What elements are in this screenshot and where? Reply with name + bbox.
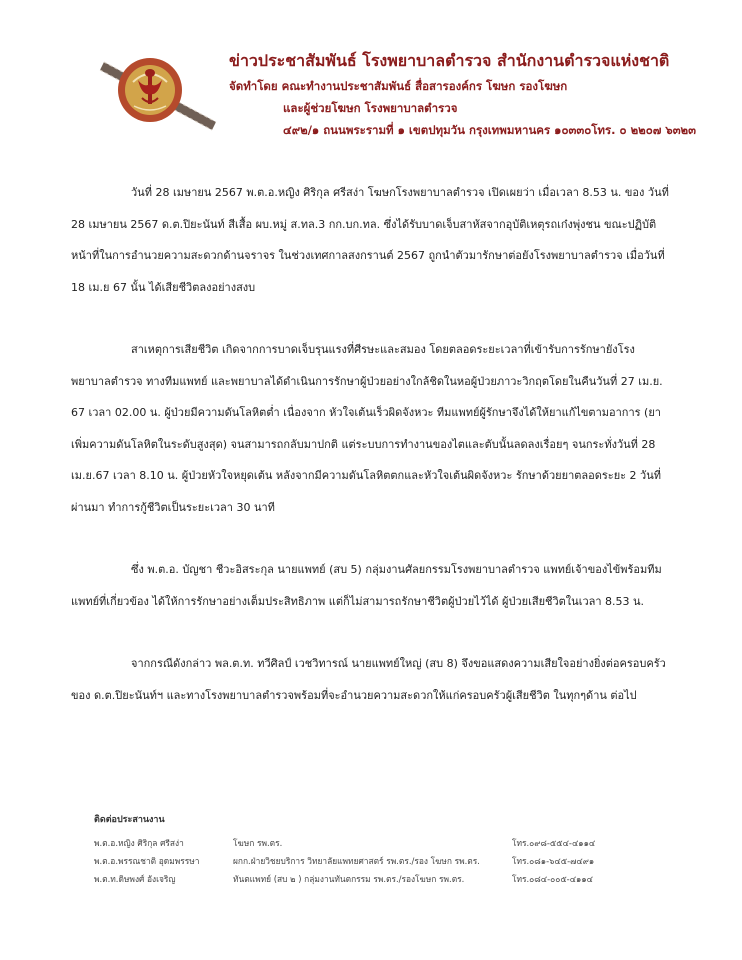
contact-phone: โทร.๐๘๔-๐๐๕-๔๑๑๔ [512, 874, 594, 884]
contact-name: พ.ต.อ.หญิง ศิริกุล ศรีสง่า [94, 838, 184, 848]
contact-position: ทันตแพทย์ (สบ ๒ ) กลุ่มงานทันตกรรม รพ.ตร./รองโฆษก รพ.ตร. [233, 874, 465, 884]
contact-row [94, 852, 674, 870]
letterhead-assistant: และผู้ช่วยโฆษก โรงพยาบาลตำรวจ [283, 101, 458, 115]
paragraph-cause-of-death: สาเหตุการเสียชีวิต เกิดจากการบาดเจ็บรุนแรงที่ศีรษะและสมอง โดยตลอดระยะเวลาที่เข้ารับการรักษายังโรงพยาบาลตำรวจ ทางทีมแพทย์ และพยาบาลได้ดำเนินการรักษาผู้ป่วยอย่างใกล้ชิดในหอผู้ป่วยภาวะวิกฤตโดยในคืนวันที่ 27 เม.ย. 67 เวลา 02.00 น. ผู้ป่วยมีความดันโลหิตต่ำ เนื่องจาก หัวใจเต้นเร็วผิดจังหวะ ทีมแพทย์ผู้รักษาจึงได้ให้ยาแก้ไขตามอาการ (ยาเพิ่มความดันโลหิตในระดับสูงสุด) จนสามารถกลับมาปกติ แต่ระบบการทำงานของไตและตับนั้นลดลงเรื่อยๆ จนกระทั่งวันที่ 28 เม.ย.67 เวลา 8.10 น. ผู้ป่วยหัวใจหยุดเต้น หลังจากมีความดันโลหิตตกและหัวใจเต้นผิดจังหวะ รักษาด้วยยาตลอดระยะ 2 วันที่ผ่านมา ทำการกู้ชีวิตเป็นระยะเวลา 30 นาที [71, 343, 663, 514]
paragraph-medical-team: ซึ่ง พ.ต.อ. บัญชา ชีวะอิสระกุล นายแพทย์ (สบ 5) กลุ่มงานศัลยกรรมโรงพยาบาลตำรวจ แพทย์เจ้าของไข้พร้อมทีมแพทย์ที่เกี่ยวข้อง ได้ให้การรักษาอย่างเต็มประสิทธิภาพ แต่ก็ไม่สามารถรักษาชีวิตผู้ป่วยไว้ได้ ผู้ป่วยเสียชีวิตในเวลา 8.53 น. [71, 563, 662, 608]
letterhead-address: ๔๙๒/๑ ถนนพระรามที่ ๑ เขตปทุมวัน กรุงเทพมหานคร ๑๐๓๓๐โทร. ๐ ๒๒๐๗ ๖๓๒๓ [283, 123, 697, 137]
contact-name: พ.ต.ท.ดิษพงศ์ อังเจริญ [94, 874, 176, 884]
police-hospital-emblem-icon [98, 44, 230, 136]
contact-position: ผกก.ฝ่ายวิชยบริการ วิทยาลัยแพทยศาสตร์ รพ.ตร./รอง โฆษก รพ.ตร. [233, 856, 480, 866]
paragraph-announcement: วันที่ 28 เมษายน 2567 พ.ต.อ.หญิง ศิริกุล ศรีสง่า โฆษกโรงพยาบาลตำรวจ เปิดเผยว่า เมื่อเวลา 8.53 น. ของ วันที่ 28 เมษายน 2567 ด.ต.ปิยะนันท์ สีเสื้อ ผบ.หมู่ ส.ทล.3 กก.บก.ทล. ซึ่งได้รับบาดเจ็บสาหัสจากอุบัติเหตุรถเก๋งพุ่งชน ขณะปฏิบัติหน้าที่ในการอำนวยความสะดวกด้านจราจร ในช่วงเทศกาลสงกรานต์ 2567 ถูกนำตัวมารักษาต่อยังโรงพยาบาลตำรวจ เมื่อวันที่ 18 เม.ย 67 นั้น ได้เสียชีวิตลงอย่างสงบ [71, 186, 669, 294]
press-release-body [71, 177, 671, 711]
letterhead-title: ข่าวประชาสัมพันธ์ โรงพยาบาลตำรวจ สำนักงานตำรวจแห่งชาติ [229, 51, 670, 70]
contact-position: โฆษก รพ.ตร. [233, 838, 283, 848]
contact-row [94, 870, 674, 888]
contact-phone: โทร.๐๘๑-๖๔๕-๗๔๙๑ [512, 856, 595, 866]
contact-title: ติดต่อประสานงาน [94, 815, 165, 825]
contact-section [94, 812, 674, 888]
letterhead-prepared-by: จัดทำโดย คณะทำงานประชาสัมพันธ์ สื่อสารองค์กร โฆษก รองโฆษก [229, 79, 568, 93]
contact-row [94, 834, 674, 852]
contact-phone: โทร.๐๙๘-๕๕๔-๔๑๑๔ [512, 838, 596, 848]
contact-name: พ.ต.อ.พรรณชาติ อุดมพรรษา [94, 856, 200, 866]
letterhead [229, 50, 729, 141]
paragraph-condolences: จากกรณีดังกล่าว พล.ต.ท. ทวีศิลป์ เวชวิทารณ์ นายแพทย์ใหญ่ (สบ 8) จึงขอแสดงความเสียใจอย่างยิ่งต่อครอบครัวของ ด.ต.ปิยะนันท์ฯ และทางโรงพยาบาลตำรวจพร้อมที่จะอำนวยความสะดวกให้แก่ครอบครัวผู้เสียชีวิต ในทุกๆด้าน ต่อไป [71, 657, 666, 702]
